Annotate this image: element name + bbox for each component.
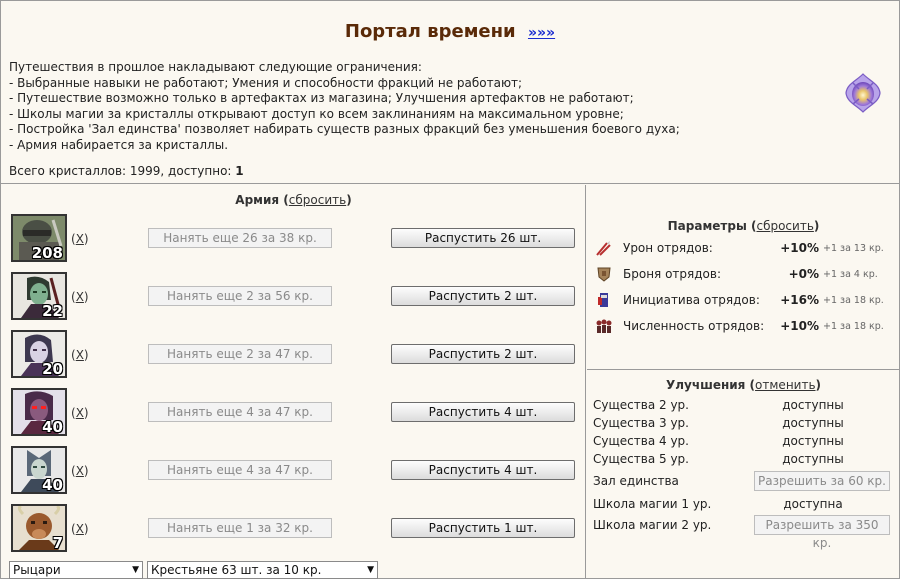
faction-select-value: Рыцари [13, 563, 61, 577]
army-unit-row [11, 446, 581, 498]
remove-unit-link[interactable]: (X) [71, 232, 89, 246]
pale-elf-icon [11, 330, 67, 378]
restriction-line: - Армия набирается за кристаллы. [9, 137, 229, 152]
crystals-available: 1 [235, 164, 244, 178]
dismiss-button[interactable]: Распустить 4 шт. [391, 460, 575, 480]
upgrade-label: Зал единства [593, 474, 679, 488]
param-cost: +1 за 18 кр. [823, 321, 884, 332]
chevron-down-icon: ▼ [367, 565, 374, 575]
army-unit-row [11, 330, 581, 382]
param-row[interactable] [593, 264, 893, 284]
upgrades-panel [587, 371, 900, 579]
restriction-line: - Выбранные навыки не работают; Умения и способности фракций не работают; [9, 75, 523, 90]
allow-magic-school-button[interactable]: Разрешить за 350 кр. [754, 515, 890, 535]
page-title-text: Портал времени [344, 21, 516, 42]
portal-crystal-icon [843, 71, 883, 115]
unit-select-value: Крестьяне 63 шт. за 10 кр. [151, 563, 322, 577]
army-header: Армия (сбросить) [235, 193, 352, 207]
upgrades-cancel-link[interactable]: отменить [755, 378, 816, 392]
army-unit-row [11, 388, 581, 440]
upgrade-label: Школа магии 2 ур. [593, 518, 712, 532]
upgrade-status: доступны [782, 398, 844, 412]
remove-unit-label: X [75, 522, 84, 536]
crystals-total [9, 164, 244, 178]
upgrade-row [593, 494, 893, 514]
unit-count: 40 [42, 476, 63, 494]
dismiss-button[interactable]: Распустить 2 шт. [391, 344, 575, 364]
remove-unit-label: X [75, 290, 84, 304]
param-row[interactable] [593, 238, 893, 258]
more-link[interactable]: »»» [527, 25, 556, 41]
upgrade-row [593, 395, 893, 415]
unit-count: 208 [31, 244, 63, 262]
faction-select[interactable] [9, 561, 143, 579]
remove-unit-link[interactable]: (X) [71, 464, 89, 478]
damage-icon [595, 239, 613, 257]
unit-select[interactable] [147, 561, 378, 579]
hire-more-button[interactable]: Нанять еще 26 за 38 кр. [148, 228, 332, 248]
param-value: +16% [780, 293, 819, 307]
allow-unity-hall-button[interactable]: Разрешить за 60 кр. [754, 471, 890, 491]
params-reset-link[interactable]: сбросить [756, 219, 814, 233]
upgrade-status: доступны [782, 452, 844, 466]
param-cost: +1 за 13 кр. [823, 243, 884, 254]
remove-unit-label: X [75, 348, 84, 362]
param-cost: +1 за 18 кр. [823, 295, 884, 306]
unit-count: 20 [42, 360, 63, 378]
hire-more-button[interactable]: Нанять еще 2 за 47 кр. [148, 344, 332, 364]
upgrades-header: Улучшения (отменить) [665, 378, 822, 392]
chevron-down-icon: ▼ [132, 565, 139, 575]
remove-unit-label: X [75, 406, 84, 420]
param-value: +10% [780, 241, 819, 255]
param-label: Броня отрядов: [623, 267, 721, 281]
restrictions-text [9, 60, 829, 153]
dismiss-button[interactable]: Распустить 2 шт. [391, 286, 575, 306]
army-title: Армия [235, 193, 280, 207]
upgrade-status: доступны [782, 416, 844, 430]
upgrade-label: Существа 5 ур. [593, 452, 689, 466]
upgrade-row [593, 515, 893, 550]
remove-unit-link[interactable]: (X) [71, 348, 89, 362]
page-title [1, 21, 899, 42]
restriction-line: - Путешествие возможно только в артефактах из магазина; Улучшения артефактов не работают; [9, 91, 634, 105]
remove-unit-link[interactable]: (X) [71, 290, 89, 304]
params-title: Параметры [667, 219, 747, 233]
upgrade-row [593, 471, 893, 491]
upgrade-label: Существа 2 ур. [593, 398, 689, 412]
army-unit-row [11, 504, 581, 556]
param-label: Инициатива отрядов: [623, 293, 760, 307]
hire-more-button[interactable]: Нанять еще 4 за 47 кр. [148, 460, 332, 480]
restriction-line: - Постройка 'Зал единства' позволяет набирать существ разных фракций без уменьшения боевого духа; [9, 122, 680, 136]
army-unit-row [11, 214, 581, 266]
upgrade-status: доступны [782, 434, 844, 448]
hire-more-button[interactable]: Нанять еще 4 за 47 кр. [148, 402, 332, 422]
upgrade-label: Существа 4 ур. [593, 434, 689, 448]
initiative-icon [595, 291, 613, 309]
army-unit-row [11, 272, 581, 324]
params-header: Параметры (сбросить) [667, 219, 820, 233]
armored-knight-icon [11, 214, 67, 262]
portal-info-section [1, 1, 899, 184]
troop-count-icon [595, 317, 613, 335]
remove-unit-label: X [75, 464, 84, 478]
remove-unit-link[interactable]: (X) [71, 522, 89, 536]
param-value: +0% [788, 267, 819, 281]
crystals-label: Всего кристаллов: 1999, доступно: [9, 164, 232, 178]
green-elf-icon [11, 272, 67, 320]
red-eyed-dark-elf-icon [11, 388, 67, 436]
restriction-line: - Школы магии за кристаллы открывают доступ ко всем заклинаниям на максимальном уровне; [9, 106, 624, 121]
hire-more-button[interactable]: Нанять еще 2 за 56 кр. [148, 286, 332, 306]
remove-unit-link[interactable]: (X) [71, 406, 89, 420]
param-label: Урон отрядов: [623, 241, 713, 255]
armor-icon [595, 265, 613, 283]
army-panel [1, 185, 586, 579]
unit-count: 40 [42, 418, 63, 436]
param-value: +10% [780, 319, 819, 333]
unit-count: 7 [52, 534, 63, 552]
param-row[interactable] [593, 316, 893, 336]
param-row[interactable] [593, 290, 893, 310]
param-label: Численность отрядов: [623, 319, 765, 333]
hire-more-button[interactable]: Нанять еще 1 за 32 кр. [148, 518, 332, 538]
helmeted-elf-icon [11, 446, 67, 494]
unit-count: 22 [42, 302, 63, 320]
upgrade-row [593, 413, 893, 433]
upgrade-label: Существа 3 ур. [593, 416, 689, 430]
params-panel [587, 185, 900, 370]
restriction-line: Путешествия в прошлое накладывают следующие ограничения: [9, 60, 422, 74]
army-reset-link[interactable]: сбросить [288, 193, 347, 207]
upgrade-row [593, 449, 893, 469]
upgrade-label: Школа магии 1 ур. [593, 497, 712, 511]
dismiss-button[interactable]: Распустить 4 шт. [391, 402, 575, 422]
upgrade-status: доступна [783, 497, 843, 511]
minotaur-icon [11, 504, 67, 552]
upgrade-row [593, 431, 893, 451]
upgrades-title: Улучшения [665, 378, 746, 392]
param-cost: +1 за 4 кр. [823, 269, 878, 280]
remove-unit-label: X [75, 232, 84, 246]
dismiss-button[interactable]: Распустить 26 шт. [391, 228, 575, 248]
dismiss-button[interactable]: Распустить 1 шт. [391, 518, 575, 538]
